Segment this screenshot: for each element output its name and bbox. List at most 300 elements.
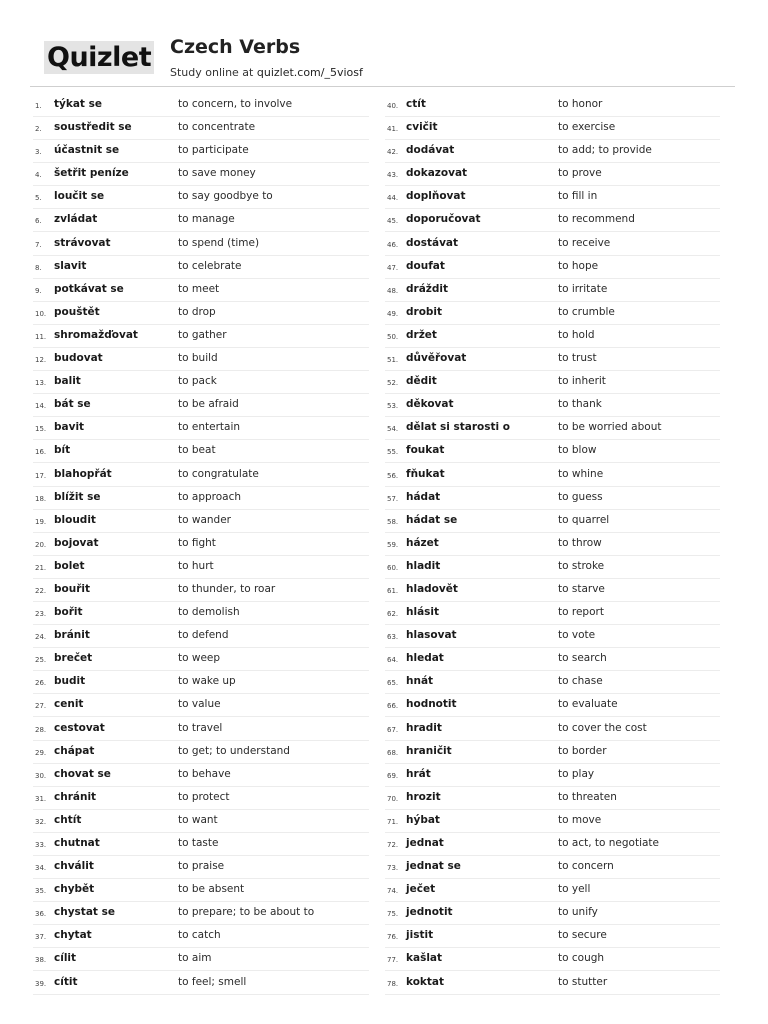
term-text: chválit (54, 860, 94, 873)
term-definition: to receive (558, 236, 611, 249)
term-number: 67. (387, 725, 399, 734)
term-number: 16. (35, 448, 47, 457)
term-text: blahopřát (54, 467, 112, 480)
term-row (33, 534, 369, 556)
term-definition: to stutter (558, 975, 608, 988)
term-text: účastnit se (54, 144, 120, 157)
term-number: 9. (35, 286, 42, 295)
term-text: chtít (54, 813, 82, 826)
term-number: 63. (387, 633, 399, 642)
term-text: bavit (54, 421, 85, 434)
term-text: hrozit (406, 790, 441, 803)
term-number: 1. (35, 102, 42, 110)
term-number: 8. (35, 263, 42, 272)
term-text: hlásit (406, 606, 440, 619)
term-text: chytat (54, 929, 92, 942)
term-number: 59. (387, 540, 399, 549)
term-text: držet (406, 328, 437, 341)
term-number: 78. (387, 979, 399, 988)
term-row (385, 880, 720, 902)
term-text: drobit (406, 305, 443, 318)
term-definition: to be absent (178, 883, 245, 896)
term-row (385, 557, 720, 579)
term-definition: to drop (178, 305, 216, 318)
term-definition: to starve (558, 582, 605, 595)
term-text: bojovat (54, 536, 99, 549)
term-definition: to say goodbye to (178, 190, 273, 203)
term-definition: to aim (178, 952, 212, 965)
term-number: 24. (35, 633, 47, 642)
term-number: 53. (387, 402, 399, 411)
term-definition: to wake up (178, 675, 236, 688)
term-text: pouštět (54, 305, 100, 318)
term-row (385, 441, 720, 463)
term-definition: to act, to negotiate (558, 837, 660, 849)
term-definition: to add; to provide (558, 144, 652, 157)
term-definition: to build (178, 352, 218, 365)
term-row (33, 95, 369, 117)
term-number: 29. (35, 748, 47, 757)
term-number: 74. (387, 887, 399, 896)
term-number: 32. (35, 817, 47, 826)
term-text: chránit (54, 790, 97, 803)
term-text: bolet (54, 559, 85, 572)
term-text: cestovat (54, 721, 105, 734)
term-text: doplňovat (406, 190, 466, 203)
term-definition: to yell (558, 883, 591, 896)
term-text: bít (54, 444, 71, 457)
term-definition: to behave (178, 767, 231, 780)
term-definition: to be afraid (178, 398, 239, 411)
term-number: 62. (387, 610, 399, 619)
page-subtitle (170, 66, 363, 79)
term-row (33, 280, 369, 302)
term-number: 12. (35, 356, 47, 365)
term-number: 54. (387, 425, 399, 434)
term-number: 46. (387, 240, 399, 249)
term-text: dráždit (406, 282, 449, 295)
term-text: brečet (54, 652, 93, 665)
term-definition: to guess (558, 490, 603, 503)
term-row (385, 788, 720, 810)
term-text: loučit se (54, 190, 105, 203)
term-text: doporučovat (406, 213, 481, 226)
term-row (385, 603, 720, 625)
term-definition: to manage (178, 213, 235, 226)
term-number: 61. (387, 586, 399, 595)
term-number: 58. (387, 517, 399, 526)
term-row (385, 118, 720, 140)
term-text: shromažďovat (54, 328, 138, 341)
term-number: 41. (387, 125, 399, 134)
term-definition: to entertain (178, 421, 241, 434)
term-text: soustředit se (54, 121, 132, 134)
term-row (385, 465, 720, 487)
term-text: potkávat se (54, 282, 124, 295)
term-definition: to demolish (178, 606, 240, 619)
term-definition: to wander (178, 513, 231, 526)
term-row (33, 395, 369, 417)
term-text: bránit (54, 629, 90, 642)
term-definition: to inherit (558, 375, 606, 388)
term-text: slavit (54, 259, 87, 272)
term-row (33, 788, 369, 810)
term-row (385, 349, 720, 371)
term-definition: to approach (178, 490, 242, 503)
term-definition: to hope (558, 259, 599, 272)
term-number: 13. (35, 379, 47, 388)
term-text: cítit (54, 975, 78, 988)
term-row (33, 880, 369, 902)
term-row (33, 672, 369, 694)
term-row (385, 926, 720, 948)
term-number: 10. (35, 309, 47, 318)
term-number: 50. (387, 332, 399, 341)
term-definition: to threaten (558, 790, 617, 803)
term-text: jednat se (406, 860, 461, 873)
term-number: 64. (387, 656, 399, 665)
term-text: zvládat (54, 213, 98, 226)
term-number: 19. (35, 517, 47, 526)
term-number: 60. (387, 563, 399, 572)
term-definition: to feel; smell (178, 975, 247, 988)
term-text: blížit se (54, 490, 101, 503)
term-row (385, 210, 720, 232)
term-number: 3. (35, 148, 42, 157)
header-divider (30, 86, 735, 87)
term-row (385, 511, 720, 533)
term-definition: to defend (178, 629, 229, 642)
term-number: 2. (35, 125, 42, 134)
term-definition: to search (558, 652, 607, 665)
term-number: 56. (387, 471, 399, 480)
term-row (33, 141, 369, 163)
term-number: 52. (387, 379, 399, 388)
term-text: hladit (406, 559, 441, 572)
term-row (33, 742, 369, 764)
term-number: 26. (35, 679, 47, 688)
term-number: 75. (387, 910, 399, 919)
term-number: 31. (35, 794, 47, 803)
term-row (33, 303, 369, 325)
term-number: 4. (35, 171, 42, 180)
term-number: 27. (35, 702, 47, 711)
term-row (33, 187, 369, 209)
term-definition: to recommend (558, 213, 635, 226)
term-row (33, 118, 369, 140)
term-text: budovat (54, 352, 103, 365)
term-text: hradit (406, 721, 442, 734)
term-number: 55. (387, 448, 399, 457)
term-definition: to thunder, to roar (178, 582, 276, 595)
term-definition: to get; to understand (178, 744, 290, 757)
term-row (33, 903, 369, 925)
term-definition: to irritate (558, 282, 608, 295)
term-row (33, 811, 369, 833)
term-number: 73. (387, 864, 399, 873)
term-number: 57. (387, 494, 399, 503)
term-definition: to throw (558, 536, 602, 549)
term-definition: to prove (558, 167, 602, 180)
term-definition: to trust (558, 352, 597, 365)
term-row (385, 280, 720, 302)
term-row (385, 395, 720, 417)
term-number: 20. (35, 540, 47, 549)
page-title: Czech Verbs (170, 36, 301, 58)
term-row (385, 257, 720, 279)
term-row (33, 926, 369, 948)
term-text: týkat se (54, 98, 102, 110)
term-number: 42. (387, 148, 399, 157)
term-definition: to report (558, 606, 604, 619)
term-text: kašlat (406, 952, 443, 965)
term-text: chystat se (54, 906, 115, 919)
term-definition: to stroke (558, 559, 605, 572)
quizlet-logo: Quizlet (44, 41, 154, 74)
term-text: hádat (406, 490, 441, 503)
term-row (33, 164, 369, 186)
term-definition: to taste (178, 837, 219, 849)
term-definition: to meet (178, 282, 220, 295)
term-row (385, 672, 720, 694)
term-number: 48. (387, 286, 399, 295)
term-text: hrát (406, 767, 431, 780)
term-text: hodnotit (406, 698, 457, 711)
term-text: bloudit (54, 513, 96, 526)
term-definition: to evaluate (558, 698, 618, 711)
term-text: jednotit (406, 906, 453, 919)
term-number: 35. (35, 887, 47, 896)
term-number: 23. (35, 610, 47, 619)
term-number: 34. (35, 864, 47, 873)
term-row (385, 719, 720, 741)
term-text: doufat (406, 259, 445, 272)
term-number: 18. (35, 494, 47, 503)
term-number: 66. (387, 702, 399, 711)
term-definition: to crumble (558, 305, 615, 318)
term-number: 17. (35, 471, 47, 480)
term-definition: to border (558, 744, 607, 757)
term-row (33, 511, 369, 533)
term-definition: to concern, to involve (178, 98, 293, 110)
term-text: chovat se (54, 767, 111, 780)
term-number: 39. (35, 979, 47, 988)
term-number: 21. (35, 563, 47, 572)
term-definition: to weep (178, 652, 221, 665)
term-definition: to play (558, 767, 595, 780)
term-row (33, 465, 369, 487)
term-row (385, 857, 720, 879)
term-row (33, 695, 369, 717)
right-column (385, 95, 720, 996)
term-text: hladovět (406, 582, 458, 595)
term-definition: to unify (558, 906, 598, 919)
term-definition: to thank (558, 398, 602, 411)
term-text: dělat si starosti o (406, 421, 510, 434)
term-number: 47. (387, 263, 399, 272)
term-number: 43. (387, 171, 399, 180)
term-row (33, 326, 369, 348)
term-definition: to celebrate (178, 259, 242, 272)
term-number: 65. (387, 679, 399, 688)
term-number: 7. (35, 240, 42, 249)
term-row (33, 580, 369, 602)
term-definition: to congratulate (178, 467, 259, 480)
term-number: 69. (387, 771, 399, 780)
term-row (33, 488, 369, 510)
term-definition: to whine (558, 467, 604, 480)
term-row (33, 834, 369, 856)
term-text: dostávat (406, 236, 459, 249)
term-text: jednat (406, 837, 444, 849)
term-row (33, 234, 369, 256)
term-number: 5. (35, 194, 42, 203)
term-row (385, 649, 720, 671)
term-number: 25. (35, 656, 47, 665)
term-row (33, 603, 369, 625)
term-text: důvěřovat (406, 352, 467, 365)
term-definition: to hurt (178, 559, 214, 572)
term-row (33, 557, 369, 579)
term-number: 37. (35, 933, 47, 942)
term-number: 77. (387, 956, 399, 965)
term-row (385, 834, 720, 856)
term-row (33, 418, 369, 440)
term-text: házet (406, 536, 439, 549)
term-row (385, 234, 720, 256)
term-definition: to spend (time) (178, 236, 260, 249)
term-text: hýbat (406, 813, 440, 826)
term-definition: to protect (178, 790, 230, 803)
term-text: ječet (406, 883, 436, 896)
term-text: hnát (406, 675, 434, 688)
term-row (385, 765, 720, 787)
term-number: 36. (35, 910, 47, 919)
term-definition: to cough (558, 952, 605, 965)
term-number: 33. (35, 841, 47, 849)
term-row (33, 257, 369, 279)
subtitle-prefix: Study online at (170, 66, 257, 79)
term-definition: to vote (558, 629, 596, 642)
term-row (33, 649, 369, 671)
term-definition: to concern (558, 860, 614, 873)
term-definition: to honor (558, 98, 603, 110)
term-text: bouřit (54, 582, 91, 595)
term-number: 72. (387, 841, 399, 849)
term-text: dědit (406, 375, 437, 388)
term-text: cvičit (406, 121, 438, 134)
term-number: 71. (387, 817, 399, 826)
term-number: 6. (35, 217, 42, 226)
term-text: cílit (54, 952, 77, 965)
term-row (33, 441, 369, 463)
term-row (385, 626, 720, 648)
term-text: foukat (406, 444, 445, 457)
term-row (33, 719, 369, 741)
term-definition: to prepare; to be about to (178, 906, 315, 919)
term-row (385, 95, 720, 117)
term-row (385, 418, 720, 440)
term-number: 28. (35, 725, 47, 734)
term-number: 38. (35, 956, 47, 965)
term-row (385, 488, 720, 510)
term-text: bořit (54, 606, 83, 619)
term-definition: to move (558, 813, 602, 826)
term-row (385, 580, 720, 602)
term-definition: to exercise (558, 121, 616, 134)
term-text: jistit (406, 929, 434, 942)
term-definition: to secure (558, 929, 607, 942)
term-number: 68. (387, 748, 399, 757)
term-row (385, 973, 720, 995)
term-row (385, 534, 720, 556)
term-number: 49. (387, 309, 399, 318)
term-definition: to want (178, 813, 218, 826)
term-row (385, 742, 720, 764)
term-text: dokazovat (406, 167, 468, 180)
term-definition: to save money (178, 167, 256, 180)
term-row (33, 949, 369, 971)
term-row (33, 372, 369, 394)
term-number: 44. (387, 194, 399, 203)
term-definition: to cover the cost (558, 721, 647, 734)
term-definition: to be worried about (558, 421, 662, 434)
term-row (33, 973, 369, 995)
term-text: balit (54, 375, 81, 388)
term-text: bát se (54, 398, 91, 411)
term-row (33, 210, 369, 232)
term-text: chybět (54, 883, 95, 896)
term-definition: to concentrate (178, 121, 256, 134)
term-number: 14. (35, 402, 47, 411)
term-text: ctít (406, 98, 426, 110)
term-definition: to praise (178, 860, 225, 873)
term-row (385, 164, 720, 186)
term-row (385, 811, 720, 833)
term-row (385, 326, 720, 348)
term-row (385, 372, 720, 394)
term-row (33, 626, 369, 648)
term-text: fňukat (406, 467, 445, 480)
term-definition: to beat (178, 444, 216, 457)
term-text: chutnat (54, 837, 100, 849)
term-text: hlasovat (406, 629, 457, 642)
term-row (385, 187, 720, 209)
term-row (385, 949, 720, 971)
term-number: 70. (387, 794, 399, 803)
term-text: dodávat (406, 144, 455, 157)
term-definition: to quarrel (558, 513, 610, 526)
term-text: chápat (54, 744, 95, 757)
term-text: hádat se (406, 513, 458, 526)
term-row (385, 695, 720, 717)
term-definition: to blow (558, 444, 597, 457)
term-definition: to fight (178, 536, 216, 549)
term-row (33, 349, 369, 371)
term-text: strávovat (54, 236, 111, 249)
term-definition: to fill in (558, 190, 598, 203)
term-row (33, 765, 369, 787)
term-number: 76. (387, 933, 399, 942)
study-link[interactable]: quizlet.com/_5viosf (256, 66, 363, 79)
term-text: koktat (406, 975, 445, 988)
term-number: 15. (35, 425, 47, 434)
term-text: děkovat (406, 398, 454, 411)
term-row (385, 903, 720, 925)
term-row (385, 141, 720, 163)
left-column (33, 95, 369, 996)
term-number: 51. (387, 356, 399, 365)
